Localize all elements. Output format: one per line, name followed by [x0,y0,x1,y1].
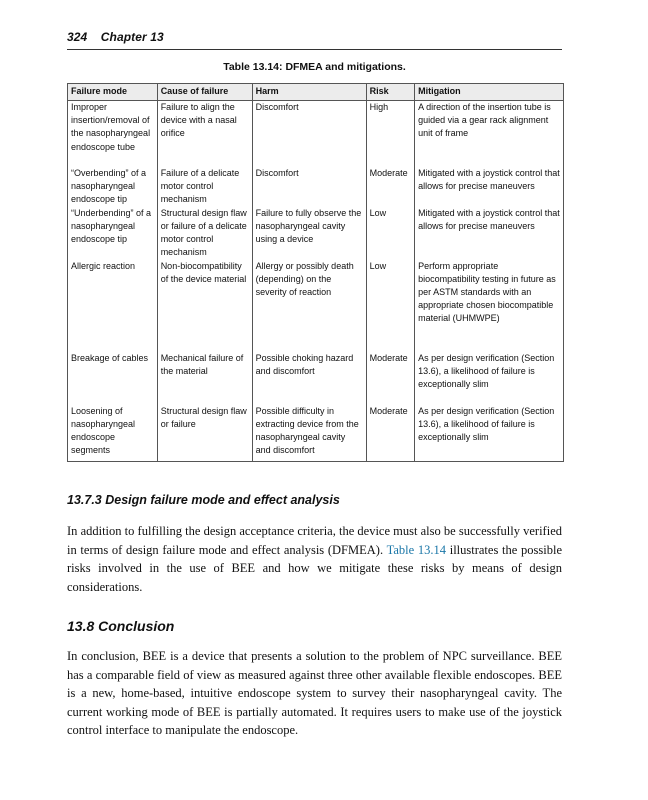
harm-cell: Discomfort [252,101,366,167]
cause-cell: Structural design flaw or failure [157,405,252,462]
cause-cell: Failure of a delicate motor control mechanism [157,167,252,207]
header-risk: Risk [366,84,415,101]
header-harm: Harm [252,84,366,101]
failure-mode-cell: Loosening of nasopharyngeal endoscope segments [68,405,158,462]
section-heading-dfmea: 13.7.3 Design failure mode and effect analysis [67,493,340,507]
risk-cell: Moderate [366,352,415,405]
mitigation-cell: As per design verification (Section 13.6), a likelihood of failure is exceptionally slim [415,352,564,405]
mitigation-cell: Mitigated with a joystick control that allows for precise maneuvers [415,167,564,207]
table-reference-link[interactable]: Table 13.14 [386,542,446,557]
mitigation-cell: As per design verification (Section 13.6), a likelihood of failure is exceptionally slim [415,405,564,462]
header-failure-mode: Failure mode [68,84,158,101]
table-row [68,405,564,462]
header-cause: Cause of failure [157,84,252,101]
mitigation-cell: Perform appropriate biocompatibility testing in future as per ASTM standards with an appropriate chosen biocompatible material (UHMWPE) [415,260,564,352]
table-row [68,260,564,352]
running-head [67,30,164,44]
dfmea-paragraph [67,522,562,596]
conclusion-paragraph: In conclusion, BEE is a device that presents a solution to the problem of NPC surveillance. BEE has a comparable field of view as measured against three other available flexible endoscopes. BEE is a new, home-based, intuitive endoscope system to survey their nasopharyngeal cavity. The current working mode of BEE is partially automated. It requires users to make use of the joystick control interface to manipulate the endoscope. [67,649,562,737]
risk-cell: Low [366,207,415,260]
cause-cell: Structural design flaw or failure of a delicate motor control mechanism [157,207,252,260]
risk-cell: Moderate [366,167,415,207]
page-number: 324 [67,30,88,44]
header-rule [67,49,562,50]
mitigation-cell: A direction of the insertion tube is guided via a gear rack alignment unit of frame [415,101,564,167]
harm-cell: Failure to fully observe the nasopharyngeal cavity using a device [252,207,366,260]
header-mitigation: Mitigation [415,84,564,101]
failure-mode-cell: Breakage of cables [68,352,158,405]
harm-cell: Discomfort [252,167,366,207]
harm-cell: Allergy or possibly death (depending) on the severity of reaction [252,260,366,352]
chapter-title: Chapter 13 [100,30,164,44]
cause-cell: Failure to align the device with a nasal orifice [157,101,252,167]
failure-mode-cell: “Underbending” of a nasopharyngeal endoscope tip [68,207,158,260]
mitigation-cell: Mitigated with a joystick control that allows for precise maneuvers [415,207,564,260]
harm-cell: Possible difficulty in extracting device from the nasopharyngeal cavity and discomfort [252,405,366,462]
risk-cell: Moderate [366,405,415,462]
table-caption: Table 13.14: DFMEA and mitigations. [223,61,406,73]
failure-mode-cell: Allergic reaction [68,260,158,352]
risk-cell: Low [366,260,415,352]
failure-mode-cell: “Overbending” of a nasopharyngeal endoscope tip [68,167,158,207]
paragraph-text: illustrates the possible risks involved in the use of BEE and how we mitigate these risks by means of design considerations. [67,542,562,594]
table-row [68,167,564,207]
section-heading-conclusion: 13.8 Conclusion [67,618,175,634]
cause-cell: Non-biocompatibility of the device material [157,260,252,352]
table-row [68,352,564,405]
risk-cell: High [366,101,415,167]
harm-cell: Possible choking hazard and discomfort [252,352,366,405]
paragraph-text: In addition to fulfilling the design acceptance criteria, the device must also be successfully verified in terms of design failure mode and effect analysis (DFMEA). [67,524,562,557]
dfmea-table [67,83,564,462]
cause-cell: Mechanical failure of the material [157,352,252,405]
table-row [68,207,564,260]
table-header-row [68,84,564,101]
table-row [68,101,564,167]
failure-mode-cell: Improper insertion/removal of the nasopharyngeal endoscope tube [68,101,158,167]
